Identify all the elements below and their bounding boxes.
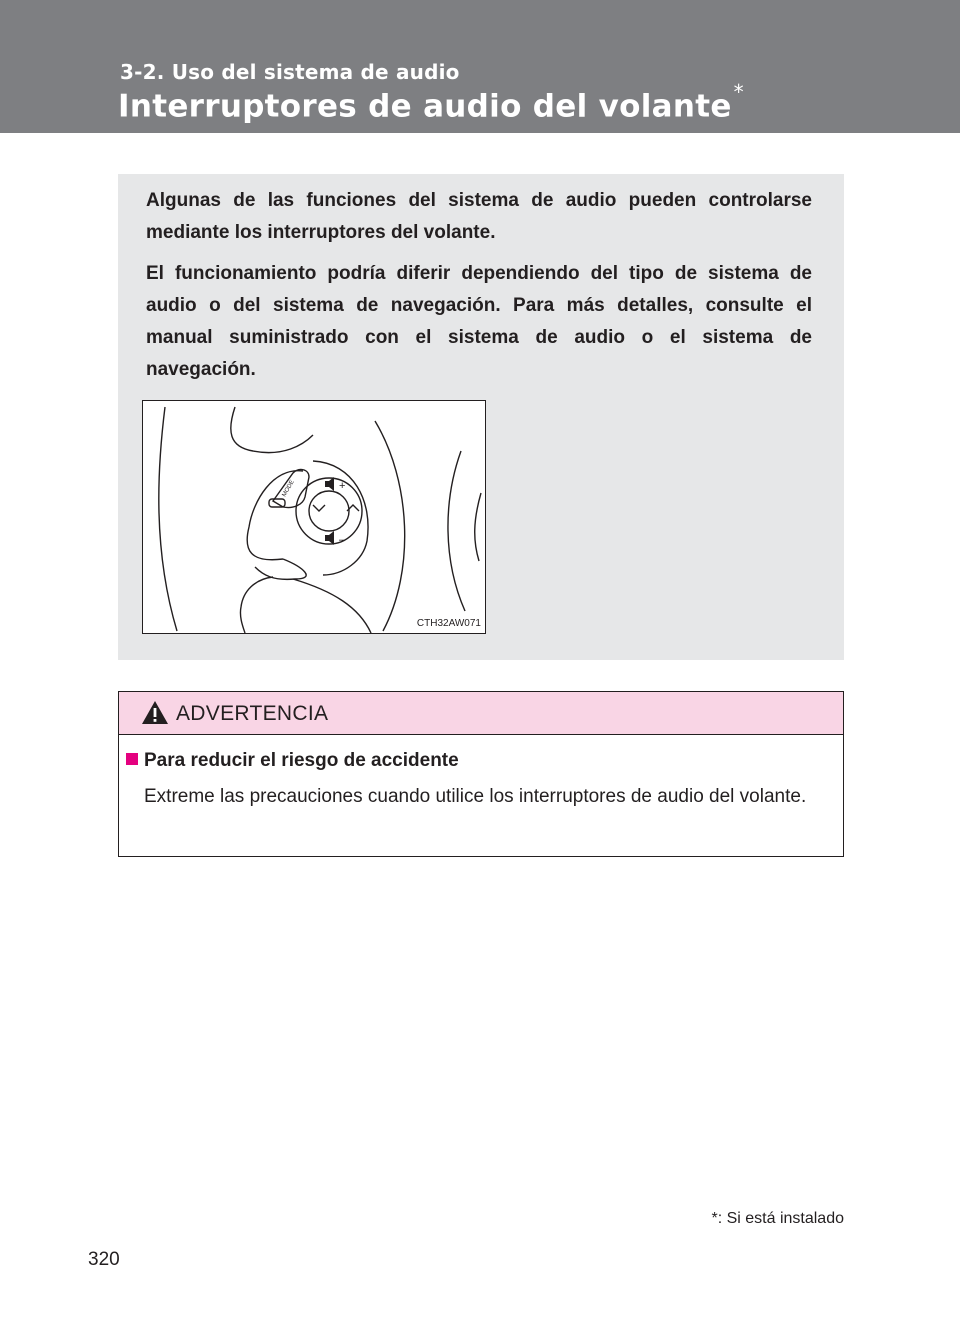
- figure-code: CTH32AW071: [416, 618, 481, 629]
- installed-mark: *: [733, 80, 744, 104]
- warning-box: [118, 691, 844, 857]
- page-number: 320: [88, 1249, 120, 1270]
- page-header: [0, 0, 960, 133]
- page-title: Interruptores de audio del volante *: [118, 80, 744, 125]
- warning-body: Extreme las precauciones cuando utilice los interruptores de audio del volante.: [144, 786, 807, 807]
- steering-wheel-illustration: [142, 400, 486, 634]
- section-label: 3-2. Uso del sistema de audio: [120, 60, 460, 84]
- warning-label: ADVERTENCIA: [176, 702, 329, 725]
- intro-paragraph-2: El funcionamiento podría diferir dependiendo del tipo de sistema de audio o del sistema de navegación. Para más detalles, consulte el manual suministrado con el sistema de audio o el sistema de navegación.: [146, 263, 812, 380]
- mode-button-label: MODE: [281, 479, 296, 498]
- warning-icon: [141, 700, 169, 725]
- warning-heading: Para reducir el riesgo de accidente: [144, 750, 459, 771]
- warning-header: [119, 692, 843, 735]
- steering-wheel-drawing: [143, 401, 485, 633]
- intro-box: [118, 174, 844, 660]
- intro-paragraph-1: Algunas de las funciones del sistema de audio pueden controlarse mediante los interruptores del volante.: [146, 190, 812, 243]
- svg-text:+: +: [339, 480, 346, 492]
- svg-text:–: –: [339, 534, 346, 546]
- footnote: *: Si está instalado: [711, 1210, 844, 1227]
- bullet-square-icon: [126, 753, 138, 765]
